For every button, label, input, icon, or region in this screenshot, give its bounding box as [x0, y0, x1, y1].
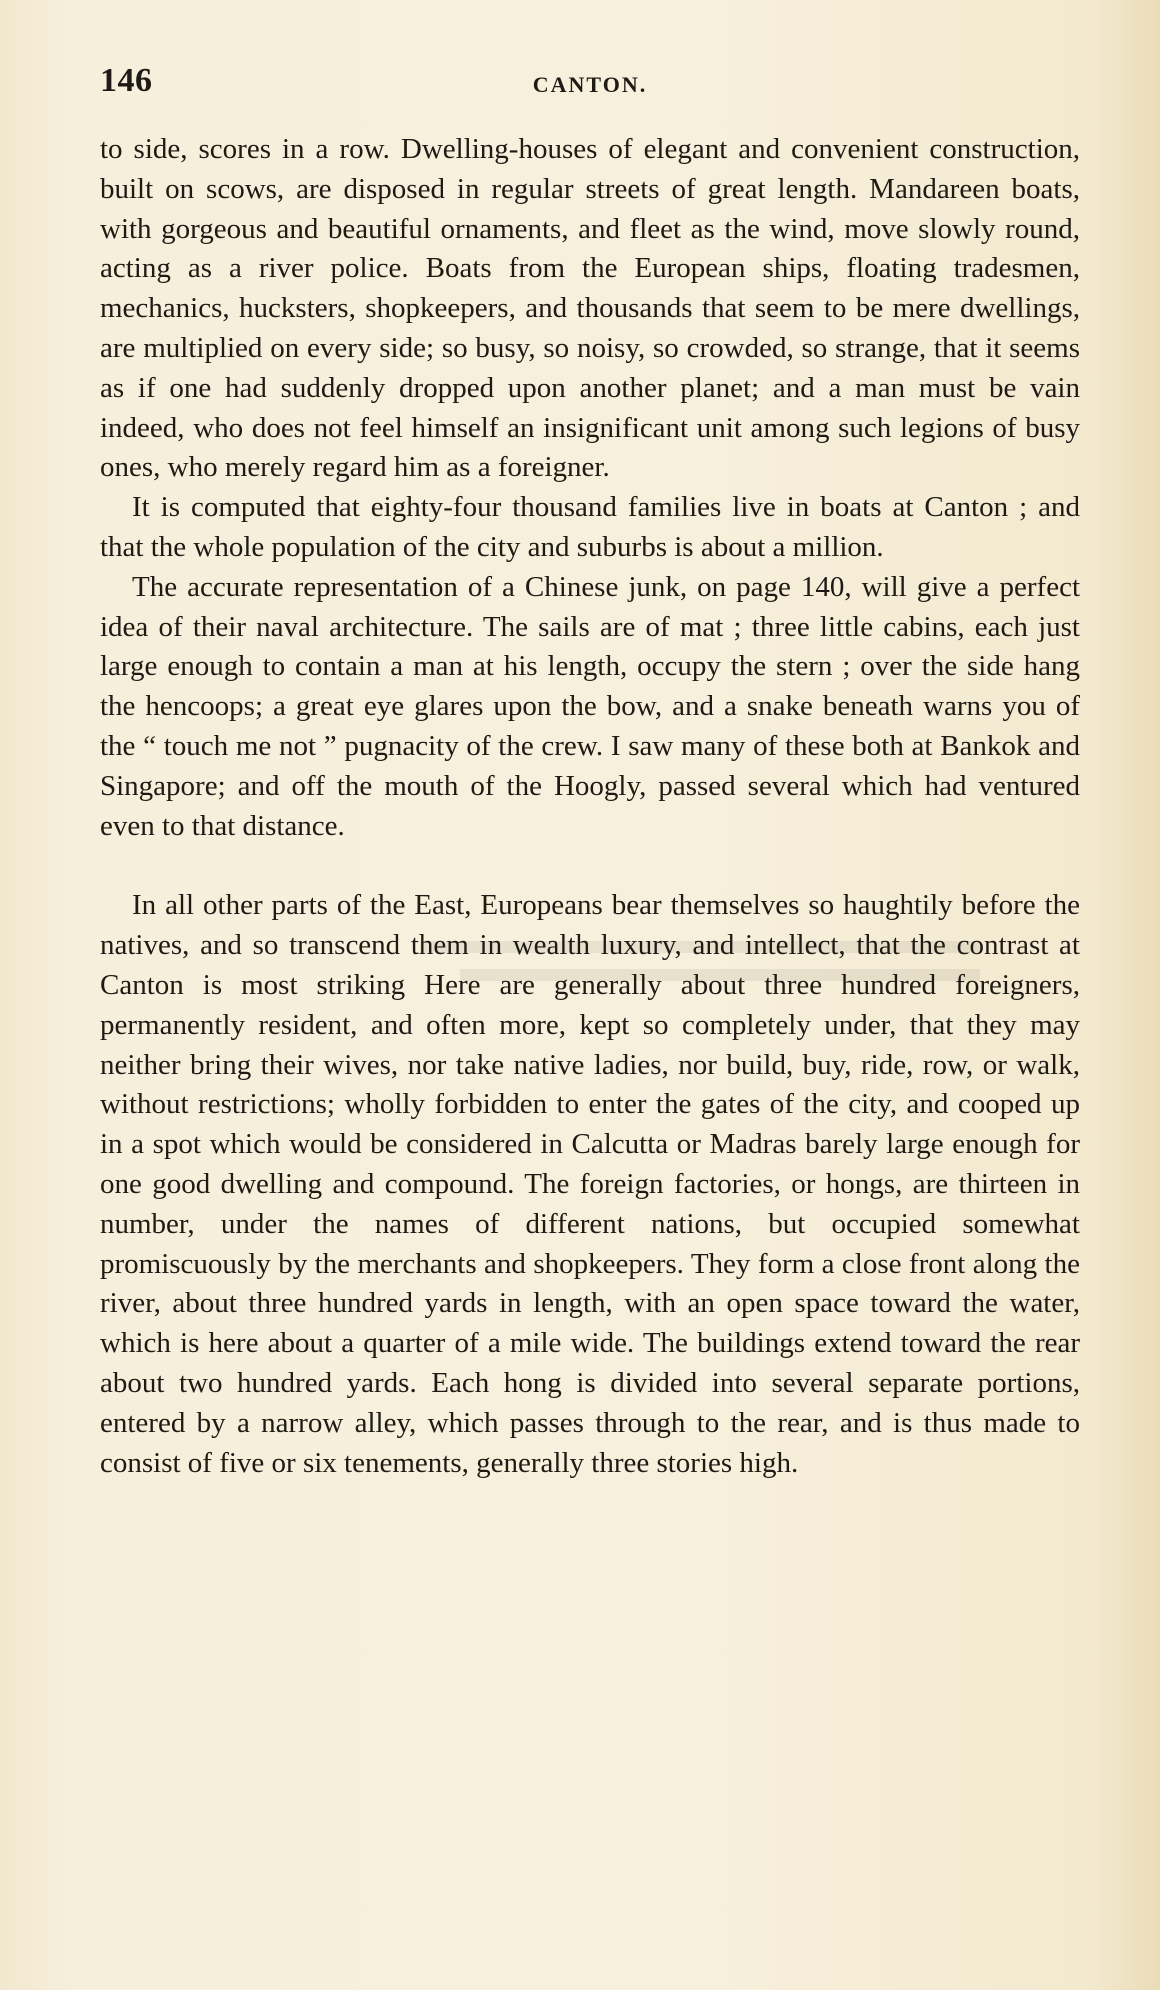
page-number: 146 — [100, 62, 153, 99]
paragraph-boats-description: to side, scores in a row. Dwelling-houses of elegant and convenient construction, built on scows, are disposed in regular streets of great length. Mandareen boats, with gorgeous and beautiful ornaments, and fleet as the wind, move slowly round, acting as a river police. Boats from the European ships, floating tradesmen, mechanics, hucksters, shopkeepers, and thousands that seem to be mere dwellings, are multiplied on every side; so busy, so noisy, so crowded, so strange, that it seems as if one had suddenly dropped upon another planet; and a man must be vain indeed, who does not feel himself an insignificant unit among such legions of busy ones, who merely regard him as a foreigner. — [100, 133, 1080, 484]
page-header — [100, 62, 1080, 106]
paragraph-europeans-at-canton: In all other parts of the East, Europeans bear themselves so haughtily before the natives, and so transcend them in wealth luxury, and intellect, that the contrast at Canton is most striking Here are generally about three hundred foreigners, permanently resident, and often more, kept so completely under, that they may neither bring their wives, nor take native ladies, nor build, buy, ride, row, or walk, without restrictions; wholly forbidden to enter the gates of the city, and cooped up in a spot which would be considered in Calcutta or Madras barely large enough for one good dwelling and compound. The foreign factories, or hongs, are thirteen in number, under the names of different nations, but occupied somewhat promiscuously by the merchants and shopkeepers. They form a close front along the river, about three hundred yards in length, with an open space toward the water, which is here about a quarter of a mile wide. The buildings extend toward the rear about two hundred yards. Each hong is divided into several separate portions, entered by a narrow alley, which passes through to the rear, and is thus made to consist of five or six tenements, generally three stories high. — [100, 889, 1080, 1479]
running-head: CANTON. — [532, 72, 648, 97]
paragraph-chinese-junk: The accurate representation of a Chinese junk, on page 140, will give a perfect idea of their naval architecture. The sails are of mat ; three little cabins, each just large enough to contain a man at his length, occupy the stern ; over the side hang the hencoops; a great eye glares upon the bow, and a snake beneath warns you of the “ touch me not ” pugnacity of the crew. I saw many of these both at Bankok and Singapore; and off the mouth of the Hoogly, passed several which had ventured even to that distance. — [100, 570, 1080, 842]
body-text — [100, 130, 1080, 1483]
paragraph-population: It is computed that eighty-four thousand families live in boats at Canton ; and that the whole population of the city and suburbs is about a million. — [100, 491, 1080, 563]
